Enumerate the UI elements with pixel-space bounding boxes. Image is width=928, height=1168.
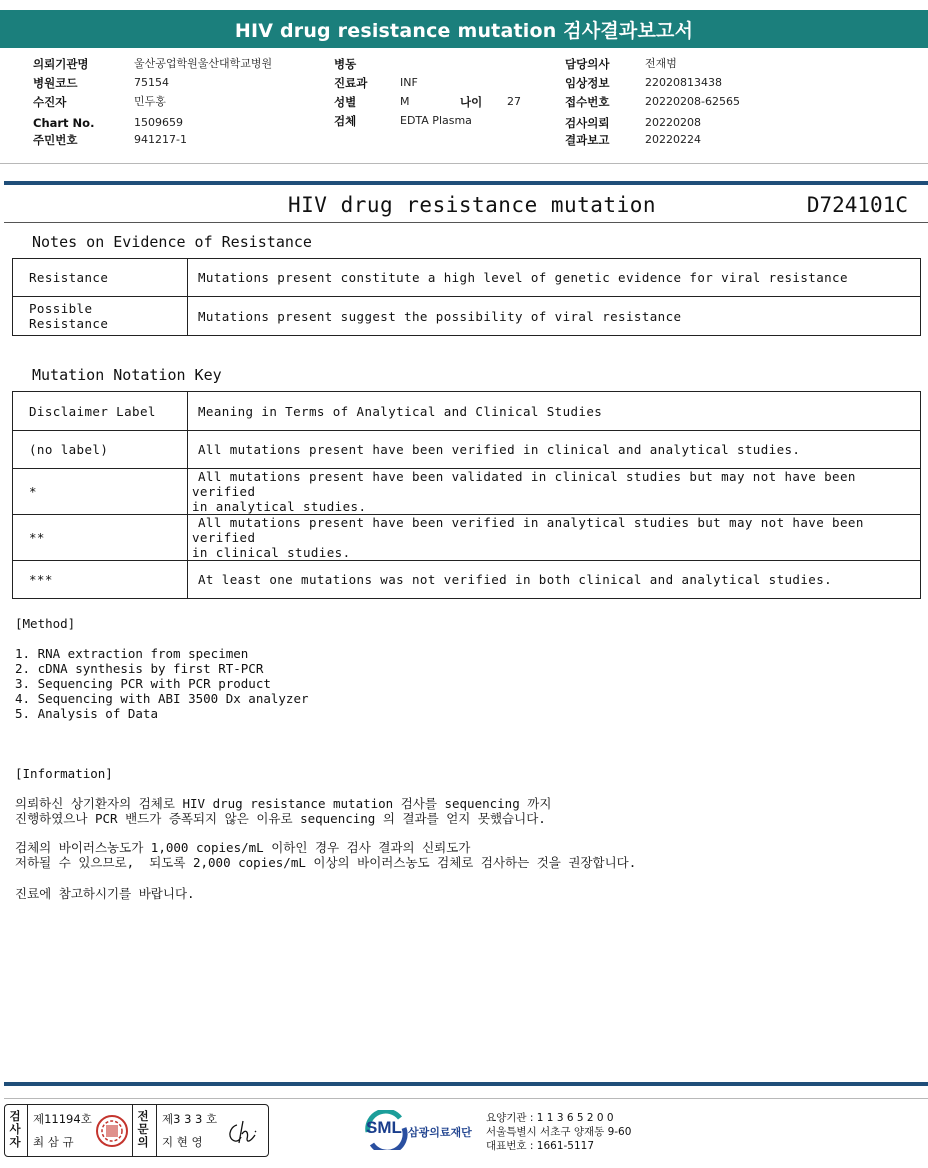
hospital-code-label: 병원코드	[33, 76, 78, 90]
footer-top-rule	[4, 1082, 928, 1086]
hospital-code-value: 75154	[134, 76, 169, 89]
method-step: 1. RNA extraction from specimen	[15, 646, 249, 661]
key-label-cell: *	[13, 469, 188, 515]
key-label-cell: ***	[13, 561, 188, 599]
information-line: 의뢰하신 상기환자의 검체로 HIV drug resistance mutation 검사를 sequencing 까지	[15, 796, 552, 811]
information-line: 진행하였으나 PCR 밴드가 증폭되지 않은 이유로 sequencing 의 결과를 얻지 못했습니다.	[15, 811, 546, 826]
title-bottom-rule	[4, 222, 928, 223]
table-row	[13, 431, 921, 469]
key-text-line: All mutations present have been verified in analytical studies but may not have been verified	[192, 515, 864, 545]
sml-logo-text: SML	[366, 1118, 402, 1137]
footer-divider	[4, 1098, 928, 1099]
receipt-no-label: 접수번호	[565, 95, 610, 109]
specimen-value: EDTA Plasma	[400, 114, 472, 127]
information-line: 저하될 수 있으므로, 되도록 2,000 copies/mL 이상의 바이러스농도 검체로 검사하는 것을 권장합니다.	[15, 855, 637, 870]
care-institution-number: 요양기관 : 1 1 3 6 5 2 0 0	[486, 1112, 614, 1124]
institution-label: 의뢰기관명	[33, 57, 89, 71]
notes-label-cell: Possible Resistance	[13, 297, 188, 336]
clinical-info-label: 임상정보	[565, 76, 610, 90]
chart-no-label: Chart No.	[33, 116, 95, 130]
notes-text-cell: Mutations present suggest the possibility of viral resistance	[188, 297, 921, 336]
result-date-label: 결과보고	[565, 133, 610, 147]
method-step: 3. Sequencing PCR with PCR product	[15, 676, 271, 691]
reviewer-name: 지 현 영	[162, 1135, 203, 1149]
lab-phone: 대표번호 : 1661-5117	[486, 1140, 595, 1152]
key-header-text: Meaning in Terms of Analytical and Clinical Studies	[188, 392, 921, 431]
reviewer-signature-icon	[225, 1119, 263, 1147]
information-line: 검체의 바이러스농도가 1,000 copies/mL 이하인 경우 검사 결과의 신뢰도가	[15, 840, 471, 855]
report-title: HIV drug resistance mutation	[288, 193, 657, 217]
receipt-no-value: 20220208-62565	[645, 95, 740, 108]
header-divider	[0, 163, 928, 164]
doctor-value: 전재범	[645, 57, 677, 70]
table-row	[13, 561, 921, 599]
request-date-label: 검사의뢰	[565, 116, 610, 130]
key-text-line: in analytical studies.	[192, 499, 367, 514]
department-value: INF	[400, 76, 418, 89]
key-heading: Mutation Notation Key	[32, 366, 222, 384]
examiner-name: 최 삼 규	[33, 1135, 74, 1149]
department-label: 진료과	[334, 76, 368, 90]
key-text-cell	[188, 469, 921, 515]
method-step: 2. cDNA synthesis by first RT-PCR	[15, 661, 264, 676]
key-text-line: in clinical studies.	[192, 545, 351, 560]
lab-address: 서울특별시 서초구 양재동 9-60	[486, 1126, 632, 1138]
key-label-cell: (no label)	[13, 431, 188, 469]
examiner-seal-icon	[95, 1114, 129, 1148]
divider	[156, 1105, 157, 1156]
examiner-number: 제11194호	[33, 1112, 92, 1126]
notes-label-cell: Resistance	[13, 259, 188, 297]
institution-value: 울산공업학원울산대학교병원	[134, 57, 273, 70]
key-text-cell	[188, 515, 921, 561]
reviewer-vertical-label: 전 문 의	[137, 1109, 149, 1149]
result-date-value: 20220224	[645, 133, 701, 146]
examiner-vertical-label: 검 사 자	[9, 1109, 21, 1149]
divider	[27, 1105, 28, 1156]
method-step: 4. Sequencing with ABI 3500 Dx analyzer	[15, 691, 309, 706]
age-label: 나이	[460, 95, 483, 109]
doctor-label: 담당의사	[565, 57, 610, 71]
sex-label: 성별	[334, 95, 357, 109]
resident-no-label: 주민번호	[33, 133, 78, 147]
title-top-rule	[4, 181, 928, 185]
sex-value: M	[400, 95, 410, 108]
table-row	[13, 515, 921, 561]
notes-table	[12, 258, 921, 336]
signature-box	[4, 1104, 269, 1157]
examinee-label: 수진자	[33, 95, 67, 109]
information-line: 진료에 참고하시기를 바랍니다.	[15, 886, 195, 901]
specimen-label: 검체	[334, 114, 357, 128]
report-code: D724101C	[806, 193, 908, 217]
age-value: 27	[507, 95, 521, 108]
reviewer-number: 제3 3 3 호	[162, 1112, 218, 1126]
ward-label: 병동	[334, 57, 357, 71]
clinical-info-value: 22020813438	[645, 76, 722, 89]
method-step: 5. Analysis of Data	[15, 706, 158, 721]
key-label-cell: **	[13, 515, 188, 561]
chart-no-value: 1509659	[134, 116, 183, 129]
divider	[132, 1105, 133, 1156]
table-row	[13, 469, 921, 515]
examinee-value: 민두홍	[134, 95, 166, 108]
table-row	[13, 392, 921, 431]
key-header-label: Disclaimer Label	[13, 392, 188, 431]
method-heading: [Method]	[15, 616, 76, 631]
lab-name: 삼광의료재단	[408, 1126, 472, 1139]
table-row	[13, 259, 921, 297]
key-text-cell: All mutations present have been verified in clinical and analytical studies.	[188, 431, 921, 469]
key-table	[12, 391, 921, 599]
resident-no-value: 941217-1	[134, 133, 187, 146]
information-heading: [Information]	[15, 766, 113, 781]
notes-text-cell: Mutations present constitute a high level of genetic evidence for viral resistance	[188, 259, 921, 297]
notes-heading: Notes on Evidence of Resistance	[32, 233, 312, 251]
table-row	[13, 297, 921, 336]
request-date-value: 20220208	[645, 116, 701, 129]
key-text-cell: At least one mutations was not verified in both clinical and analytical studies.	[188, 561, 921, 599]
report-banner-title: HIV drug resistance mutation 검사결과보고서	[0, 10, 928, 48]
key-text-line: All mutations present have been validated in clinical studies but may not have been verified	[192, 469, 856, 499]
